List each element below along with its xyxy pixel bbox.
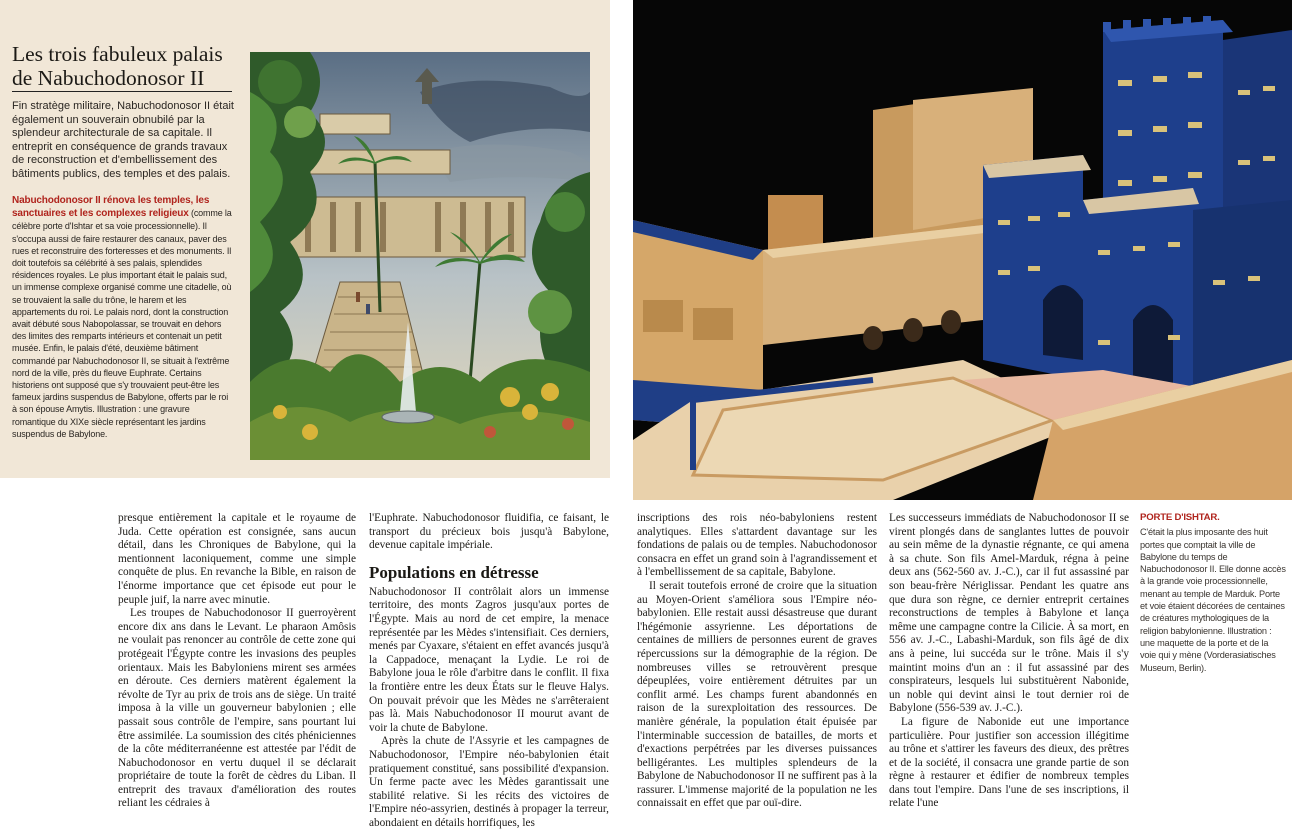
paragraph: Les successeurs immédiats de Nabuchodonosor II se virent plongés dans de sanglantes luttes de pouvoir au sein même de la dynastie régnante, ce qui amena à sa chute. Son fils Amel-Marduk, régna à peine deux ans (562-560 av. J.-C.), car il fut assassiné par son beau-frère Nériglissar. Pendant les quatre ans que dura son règne, ce dernier entreprit certaines reconstructions de temples à Babylone et lança même une campagne contre la Cilicie. À sa mort, en 556 av. J.-C., Labashi-Marduk, son fils âgé de dix ans à peine, lui succéda sur le trône. Mais il s'y maintint moins d'un an : il fut assassiné par des conspirateurs, lesquels lui substituèrent Nabonide, un noble qui devint ainsi le tout dernier roi de Babylone (556-539 av. J.-C.). (889, 512, 1129, 715)
paragraph: La figure de Nabonide eut une importance particulière. Pour justifier son accession illégitime au trône et s'attirer les faveurs des dieux, des prêtres et de la société, il consacra une grande partie de son règne à restaurer et édifier de nombreux temples dans tout l'empire. Dans l'une de ses inscriptions, il relate l'une (889, 715, 1129, 810)
paragraph: inscriptions des rois néo-babyloniens restent analytiques. Elles s'attardent davantage sur les fondations de palais ou de temples. Nabuchodonosor consacra en effet un grand soin à l'agrandissement et à l'embellissement de sa capitale, Babylone. (637, 512, 877, 579)
sidebar-title: Les trois fabuleux palais de Nabuchodonosor II (12, 42, 223, 90)
paragraph: l'Euphrate. Nabuchodonosor fluidifia, ce faisant, le transport du précieux bois jusqu'à Babylone, devenue capitale impériale. (369, 512, 609, 552)
title-rule (12, 91, 232, 92)
text-column-1 (118, 512, 356, 811)
paragraph: Après la chute de l'Assyrie et les campagnes de Nabuchodonosor, l'Empire néo-babylonien était pratiquement constitué, sans possibilité d'expansion. Un ferme pacte avec les Mèdes garantissait une stabilité relative. Si les récits des victoires de l'Empire néo-assyrien, destinés à propager la terreur, abondaient en détails horrifiques, les (369, 735, 609, 829)
text-column-3 (637, 512, 877, 811)
caption-title: PORTE D'ISHTAR. (1140, 512, 1220, 523)
sidebar-body-text: (comme la célèbre porte d'Ishtar et sa voie processionnelle). Il s'occupa aussi de faire restaurer des canaux, paver des rues et reconstruire des forteresses et des monuments. Il doit toutefois sa célébrité à ses palais, splendides résidences royales. Le plus important était le palais sud, un immense complexe organisé comme une citadelle, où se trouvaient la salle du trône, le harem et les appartements du roi. Le palais nord, dont la construction avait débuté sous Nabopolassar, se trouvait en dehors des limites des remparts intérieurs et contenait un petit musée. Enfin, le palais d'été, deuxième bâtiment commandé par Nabuchodonosor II, se situait à l'extrême nord de la ville, près du fleuve Euphrate. Certains historiens ont supposé que s'y trouvaient peut-être les fameux jardins suspendus de Babylone, offerts par le roi à son épouse Amytis. Illustration : une gravure romantique du XIXe siècle représentant les jardins suspendus de Babylone. (12, 208, 232, 439)
text-column-4 (889, 512, 1129, 811)
section-subheading: Populations en détresse (369, 562, 539, 582)
ishtar-gate-model-illustration (633, 0, 1292, 500)
paragraph: Nabuchodonosor II contrôlait alors un immense territoire, des monts Zagros jusqu'aux portes de l'Égypte. Mais au nord de cet empire, la menace représentée par les Mèdes s'intensifiait. Ces derniers, menés par Cyaxare, s'étaient en effet avancés jusqu'à la Cappadoce, menaçant la Lydie. Le roi de Babylone joua le rôle d'arbitre dans le conflit. Il fixa la frontière entre les deux États sur le fleuve Halys. On pouvait prévoir que les Mèdes ne s'arrêteraient pas là. Mais Nabuchodonosor II mourut avant de voir la chute de Babylone. (369, 585, 609, 734)
sidebar-intro: Fin stratège militaire, Nabuchodonosor II était également un souverain obnubilé par la splendeur architecturale de sa capitale. Il entreprit en conséquence de grands travaux de reconstruction et d'embellissement des bâtiments publics, des temples et des palais. (12, 100, 234, 180)
sidebar-body (12, 194, 234, 440)
photo-caption (1140, 512, 1286, 674)
sidebar-lead: Nabuchodonosor II rénova les temples, les sanctuaires et les complexes religieux (12, 195, 210, 220)
paragraph: presque entièrement la capitale et le royaume de Juda. Cette opération est consignée, sans aucun détail, dans les Chroniques de Babylone, qui la mentionnent laconiquement, comme une simple conquête de plus. En revanche la Bible, en raison de l'énorme importance que cet épisode eut pour le peuple juif, la narre avec minutie. (118, 512, 356, 606)
engraving-illustration (250, 52, 590, 460)
hanging-gardens-engraving (250, 52, 590, 460)
paragraph: Les troupes de Nabuchodonosor II guerroyèrent encore dix ans dans le Levant. Le pharaon Amôsis ne voulait pas renoncer au contrôle de cette zone qui protégeait l'Égypte contre les invasions des peuples orientaux. Mais les Babyloniens mirent ses armées en déroute. Ces derniers matèrent également la révolte de Tyr au prix de trois ans de siège. Un traité imposa à la ville un gouverneur babylonien ; elle passait sous contrôle de l'empire, sans pourtant lui être assimilée. La soumission des cités phéniciennes de la côte méditerranéenne est attestée par l'édit de Nabuchodonosor en vertu duquel il se déclarait propriétaire de toute la forêt de cèdres du Liban. Il entreprit des travaux d'amélioration des routes reliant les cédraies à (118, 607, 356, 810)
ishtar-gate-model-photo (633, 0, 1292, 500)
text-column-2 (369, 512, 609, 830)
caption-text: C'était la plus imposante des huit portes que comptait la ville de Babylone du temps de Nabuchodonosor II. Elle donne accès à la grande voie processionnelle, menant au temple de Marduk. Porte et voie étaient décorées de centaines de créatures mythologiques de la religion babylonienne. Illustration : une maquette de la porte et de la voie qui y mène (Vorderasiatisches Museum, Berlin). (1140, 527, 1286, 673)
paragraph: Il serait toutefois erroné de croire que la situation au Moyen-Orient s'améliora sous l'Empire néo-babylonien. Elle restait aussi désastreuse que durant l'hégémonie assyrienne. Les déportations de centaines de milliers de personnes eurent de graves répercussions sur la démographie de la région. De nombreuses villes se retrouvèrent presque dépeuplées, voire entièrement détruites par un conflit armé. Les champs furent abandonnés en raison de la surexploitation des ressources. De manière générale, la population était épuisée par l'interminable succession de batailles, de morts et d'exactions perpétrées par les diverses puissances belligérantes. Les multiples splendeurs de la Babylone de Nabuchodonosor II ne suffirent pas à la rassurer. L'immense majorité de la population ne les connaissait en effet que par ouï-dire. (637, 579, 877, 810)
